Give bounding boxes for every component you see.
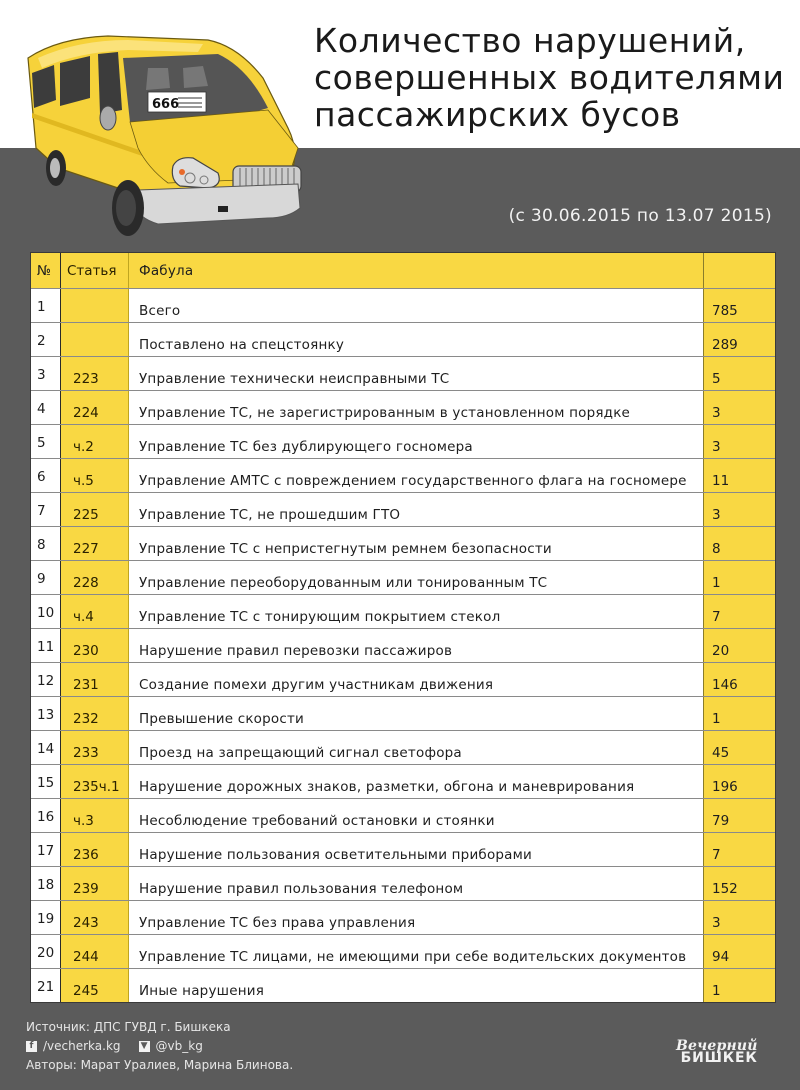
title-line-3: пассажирских бусов (314, 95, 681, 134)
row-description: Нарушение правил пользования телефоном (129, 867, 703, 900)
table-row (31, 288, 775, 322)
logo-line-1: Вечерний (676, 1038, 758, 1054)
row-article: 236 (61, 833, 129, 866)
row-article: 230 (61, 629, 129, 662)
table-row (31, 628, 775, 662)
table-row (31, 730, 775, 764)
table-row (31, 356, 775, 390)
table-row (31, 764, 775, 798)
title-line-2: совершенных водителями (314, 58, 785, 97)
row-article: ч.5 (61, 459, 129, 492)
column-header-number: № (31, 253, 61, 288)
minibus-illustration (18, 18, 308, 238)
row-description: Управление ТС без права управления (129, 901, 703, 934)
row-number: 21 (31, 969, 61, 1002)
row-article: ч.4 (61, 595, 129, 628)
table-row (31, 934, 775, 968)
row-number: 15 (31, 765, 61, 798)
row-article: 227 (61, 527, 129, 560)
row-value: 152 (703, 867, 775, 900)
row-article: 235ч.1 (61, 765, 129, 798)
row-number: 20 (31, 935, 61, 968)
row-value: 94 (703, 935, 775, 968)
table-row (31, 458, 775, 492)
row-number: 4 (31, 391, 61, 424)
table-row (31, 322, 775, 356)
page-title (314, 22, 794, 133)
row-article (61, 289, 129, 322)
row-number: 19 (31, 901, 61, 934)
facebook-link[interactable]: /vecherka.kg (43, 1039, 121, 1053)
row-number: 1 (31, 289, 61, 322)
table-row (31, 492, 775, 526)
row-article: 232 (61, 697, 129, 730)
column-header-article: Статья (61, 253, 129, 288)
row-number: 16 (31, 799, 61, 832)
row-article: 224 (61, 391, 129, 424)
row-value: 3 (703, 391, 775, 424)
table-row (31, 832, 775, 866)
row-description: Поставлено на спецстоянку (129, 323, 703, 356)
row-number: 14 (31, 731, 61, 764)
row-number: 17 (31, 833, 61, 866)
row-description: Управление ТС, не прошедшим ГТО (129, 493, 703, 526)
row-value: 1 (703, 697, 775, 730)
column-header-value (703, 253, 775, 288)
table-row (31, 390, 775, 424)
table-row (31, 798, 775, 832)
row-article: 244 (61, 935, 129, 968)
twitter-link[interactable]: @vb_kg (155, 1039, 203, 1053)
row-description: Проезд на запрещающий сигнал светофора (129, 731, 703, 764)
row-value: 196 (703, 765, 775, 798)
table-row (31, 662, 775, 696)
row-value: 3 (703, 493, 775, 526)
row-description: Создание помехи другим участникам движения (129, 663, 703, 696)
table-row (31, 968, 775, 1002)
row-value: 1 (703, 561, 775, 594)
row-value: 8 (703, 527, 775, 560)
table-row (31, 900, 775, 934)
violations-table (30, 252, 776, 1003)
row-number: 7 (31, 493, 61, 526)
twitter-icon: ▼ (139, 1041, 150, 1052)
title-line-1: Количество нарушений, (314, 21, 746, 60)
row-article: 245 (61, 969, 129, 1002)
row-number: 3 (31, 357, 61, 390)
row-description: Иные нарушения (129, 969, 703, 1002)
row-number: 9 (31, 561, 61, 594)
row-value: 7 (703, 833, 775, 866)
row-article: 239 (61, 867, 129, 900)
row-article: 233 (61, 731, 129, 764)
table-row (31, 866, 775, 900)
table-row (31, 526, 775, 560)
row-number: 18 (31, 867, 61, 900)
row-description: Управление ТС без дублирующего госномера (129, 425, 703, 458)
row-value: 20 (703, 629, 775, 662)
vecherniy-bishkek-logo (676, 1040, 758, 1064)
row-article: ч.2 (61, 425, 129, 458)
row-value: 785 (703, 289, 775, 322)
social-links (26, 1037, 293, 1056)
row-number: 11 (31, 629, 61, 662)
footer (26, 1018, 293, 1075)
row-description: Управление АМТС с повреждением государственного флага на госномере (129, 459, 703, 492)
row-value: 1 (703, 969, 775, 1002)
row-number: 8 (31, 527, 61, 560)
row-number: 10 (31, 595, 61, 628)
row-value: 5 (703, 357, 775, 390)
facebook-icon: f (26, 1041, 37, 1052)
row-description: Управление технически неисправными ТС (129, 357, 703, 390)
row-value: 3 (703, 901, 775, 934)
authors-text: Авторы: Марат Уралиев, Марина Блинова. (26, 1058, 294, 1072)
row-article (61, 323, 129, 356)
row-article: ч.3 (61, 799, 129, 832)
row-value: 3 (703, 425, 775, 458)
table-header-row (31, 253, 775, 288)
row-article: 223 (61, 357, 129, 390)
row-article: 228 (61, 561, 129, 594)
row-number: 2 (31, 323, 61, 356)
row-description: Нарушение дорожных знаков, разметки, обгона и маневрирования (129, 765, 703, 798)
row-value: 45 (703, 731, 775, 764)
table-row (31, 696, 775, 730)
row-value: 146 (703, 663, 775, 696)
table-row (31, 560, 775, 594)
row-description: Управление ТС с тонирующим покрытием стекол (129, 595, 703, 628)
row-number: 12 (31, 663, 61, 696)
row-article: 231 (61, 663, 129, 696)
table-row (31, 594, 775, 628)
row-description: Несоблюдение требований остановки и стоянки (129, 799, 703, 832)
row-description: Нарушение правил перевозки пассажиров (129, 629, 703, 662)
row-description: Управление ТС лицами, не имеющими при себе водительских документов (129, 935, 703, 968)
row-description: Управление ТС с непристегнутым ремнем безопасности (129, 527, 703, 560)
row-value: 11 (703, 459, 775, 492)
row-description: Управление ТС, не зарегистрированным в установленном порядке (129, 391, 703, 424)
row-number: 5 (31, 425, 61, 458)
row-value: 289 (703, 323, 775, 356)
source-text: Источник: ДПС ГУВД г. Бишкека (26, 1020, 231, 1034)
bus-plate-number: 666 (152, 97, 180, 112)
row-number: 6 (31, 459, 61, 492)
period-label: (с 30.06.2015 по 13.07 2015) (508, 206, 772, 226)
row-number: 13 (31, 697, 61, 730)
row-description: Нарушение пользования осветительными приборами (129, 833, 703, 866)
row-description: Превышение скорости (129, 697, 703, 730)
column-header-description: Фабула (129, 253, 703, 288)
row-article: 225 (61, 493, 129, 526)
row-description: Управление переоборудованным или тонированным ТС (129, 561, 703, 594)
row-value: 79 (703, 799, 775, 832)
table-row (31, 424, 775, 458)
row-value: 7 (703, 595, 775, 628)
row-description: Всего (129, 289, 703, 322)
row-article: 243 (61, 901, 129, 934)
logo-line-2: БИШКЕК (680, 1050, 758, 1066)
